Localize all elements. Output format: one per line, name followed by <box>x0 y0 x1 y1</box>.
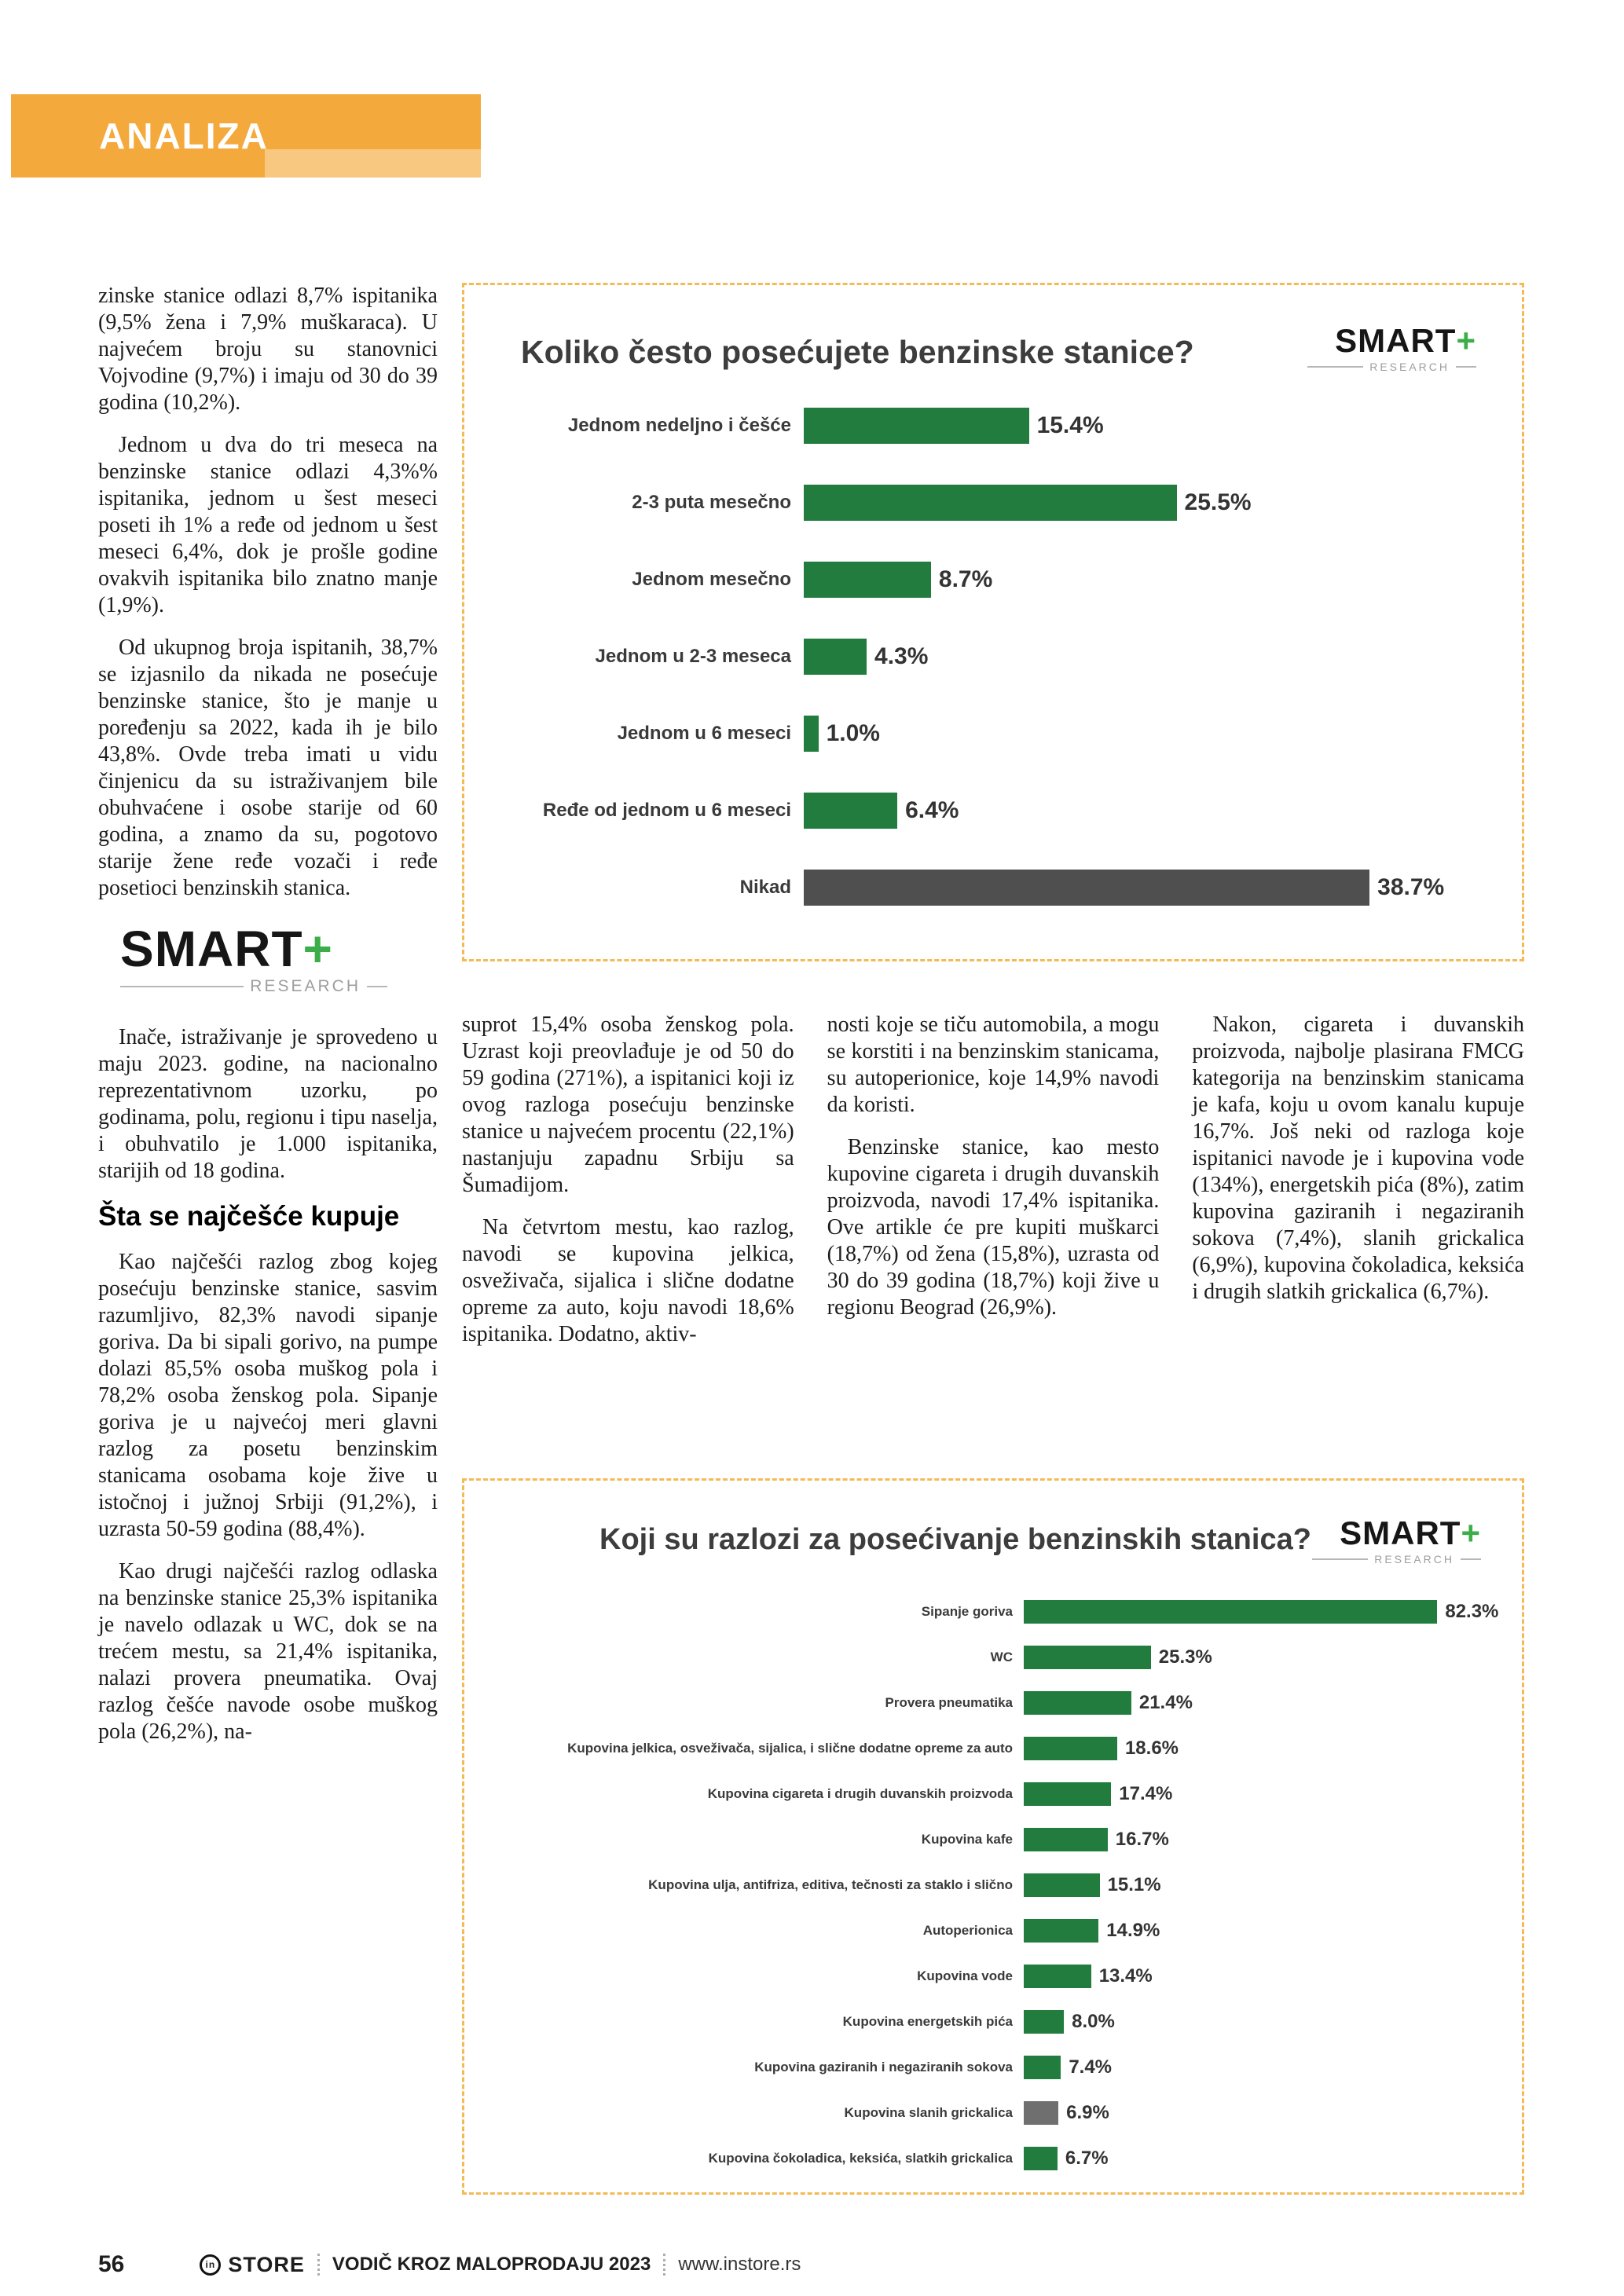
chart-bar-row <box>505 1919 1481 1943</box>
bar-value-label: 7.4% <box>1069 2056 1113 2078</box>
logo-rule-line <box>1456 366 1476 368</box>
bar-value-label: 38.7% <box>1377 874 1445 900</box>
logo-text: SMART <box>1340 1514 1461 1551</box>
smart-research-logo <box>120 921 387 996</box>
paragraph: nosti koje se tiču automobila, a mogu se korstiti i na benzinskim stanicama, su autoperionice, koje 14,9% navodi da koristi. <box>827 1013 1160 1117</box>
paragraph: Kao najčešći razlog zbog kojeg posećuju benzinske stanice, sasvim razumljivo, 82,3% navodi sipanje goriva. Da bi sipali gorivo, na pumpe dolazi 85,5% osoba muškog pola i 78,2% osoba ženskog pola. Sipanje goriva je u najvećoj meri glavni razlog za posetu benzinskim stanicama osobama koje žive u istočnoj i južnoj Srbiji (91,2%), i uzrasta 50-59 godina (88,4%). <box>98 1250 438 1541</box>
logo-rule-line <box>1312 1558 1368 1560</box>
chart-bar-row <box>510 562 1476 598</box>
bar <box>1024 2101 1058 2125</box>
bar-category-label: Jednom u 2-3 meseca <box>595 646 791 667</box>
logo-subtitle <box>1312 1553 1481 1565</box>
bar-track <box>1024 1782 1481 1806</box>
bar-value-label: 16.7% <box>1115 1829 1169 1850</box>
logo-subtitle <box>1307 361 1476 373</box>
logo-rule-line <box>1461 1558 1481 1560</box>
bar-track <box>1024 1691 1481 1715</box>
bar-category-label: Kupovina ulja, antifriza, editiva, tečnosti za staklo i slično <box>648 1877 1013 1892</box>
chart-bar-row <box>505 2056 1481 2079</box>
bar-value-label: 25.3% <box>1158 1646 1212 1668</box>
chart-title: Koliko često posećujete benzinske stanice? <box>521 334 1194 370</box>
bar-value-label: 13.4% <box>1098 1965 1153 1987</box>
brand-label: STORE <box>228 2252 305 2276</box>
bar-track <box>804 485 1476 521</box>
logo-rule-line <box>367 986 387 987</box>
chart-bar-row <box>510 485 1476 521</box>
logo-rule-line <box>1307 366 1363 368</box>
bar-category-label: Kupovina jelkica, osveživača, sijalica, i slične dodatne opreme za auto <box>567 1741 1013 1756</box>
bar-value-label: 14.9% <box>1106 1920 1160 1941</box>
section-title: ANALIZA <box>99 115 269 156</box>
bar-track <box>1024 2010 1481 2034</box>
bar-track <box>1024 1828 1481 1851</box>
logo-text: SMART <box>1335 322 1457 359</box>
chart-bar-row <box>510 716 1476 752</box>
bar-category-label: Jednom u 6 meseci <box>617 723 791 744</box>
bar <box>1024 1919 1098 1943</box>
bar-category-label: Kupovina čokoladica, keksića, slatkih grickalica <box>708 2151 1013 2166</box>
bar <box>1024 2147 1058 2170</box>
chart-bar-row <box>510 870 1476 906</box>
smart-research-logo <box>1307 324 1476 373</box>
bar <box>1024 2056 1061 2079</box>
bar-track <box>804 870 1476 906</box>
bar-track <box>804 639 1476 675</box>
logo-research-text: RESEARCH <box>250 977 361 995</box>
bar-category-label: Kupovina energetskih pića <box>842 2014 1013 2029</box>
bar-track <box>1024 1919 1481 1943</box>
chart-bar-row <box>510 408 1476 444</box>
bar <box>804 485 1177 521</box>
article-column-2 <box>462 1012 794 1364</box>
bar-value-label: 8.0% <box>1072 2011 1115 2032</box>
bar-category-label: WC <box>990 1650 1013 1664</box>
bar-category-label: Nikad <box>739 877 791 898</box>
smart-logo-wordmark <box>1307 324 1476 357</box>
bar-value-label: 4.3% <box>874 643 929 669</box>
bar-track <box>1024 1600 1499 1624</box>
bar-category-label: 2-3 puta mesečno <box>632 492 791 513</box>
paragraph: Inače, istraživanje je sprovedeno u maju 2023. godine, na nacionalno reprezentativnom uzorku, po godinama, polu, regionu i tipu naselja, i obuhvatilo je 1.000 ispitanika, starijih od 18 godina. <box>98 1025 438 1183</box>
smart-logo-wordmark <box>120 921 387 977</box>
bar <box>1024 1873 1100 1897</box>
paragraph: zinske stanice odlazi 8,7% ispitanika (9,5% žena i 7,9% muškaraca). U najvećem broju su stanovnici Vojvodine (9,7%) i imaju od 30 do 39 godina (10,2%). <box>98 284 438 415</box>
bar-value-label: 17.4% <box>1119 1783 1173 1804</box>
paragraph: Nakon, cigareta i duvanskih proizvoda, najbolje plasirana FMCG kategorija na benzinskim stanicama je kafa, koju u ovom kanalu kupuje 16,7%. Još neki od razloga koje ispitanici navode je i kupovina vode (134%), energetskih pića (8%), zatim kupovina gaziranih i negaziranih sokova (7,4%), slanih grickalica (6,9%), kupovina čokoladica, keksića i drugih slatkih grickalica (6,7%). <box>1192 1013 1525 1304</box>
bar-track <box>1024 1873 1481 1897</box>
logo-research-text: RESEARCH <box>1369 361 1450 373</box>
bar-value-label: 6.4% <box>905 797 959 823</box>
bar-value-label: 6.9% <box>1066 2102 1109 2123</box>
chart-bar-row <box>505 1965 1481 1988</box>
bar-value-label: 15.4% <box>1036 412 1104 438</box>
chart-header <box>510 321 1476 373</box>
bar-value-label: 15.1% <box>1107 1874 1161 1895</box>
chart-bar-row <box>505 2010 1481 2034</box>
page-footer <box>98 2251 801 2278</box>
bar <box>804 408 1029 444</box>
chart-header <box>505 1514 1481 1565</box>
bar <box>804 870 1369 906</box>
bar-track <box>1024 2147 1481 2170</box>
bar-category-label: Kupovina vode <box>917 1968 1013 1983</box>
bar-track <box>1024 1965 1481 1988</box>
bar-category-label: Kupovina cigareta i drugih duvanskih proizvoda <box>707 1786 1013 1801</box>
footer-divider <box>663 2254 665 2276</box>
bar-value-label: 8.7% <box>938 566 993 592</box>
chart-bar-row <box>505 2147 1481 2170</box>
bar <box>1024 1600 1437 1624</box>
bar <box>1024 1646 1151 1669</box>
header-band-highlight <box>265 149 481 178</box>
logo-research-text: RESEARCH <box>1374 1553 1454 1565</box>
bar-track <box>804 408 1476 444</box>
bar-category-label: Kupovina slanih grickalica <box>844 2105 1013 2120</box>
paragraph: Jednom u dva do tri meseca na benzinske stanice odlazi 4,3%% ispitanika, jednom u šest meseci poseti ih 1% a ređe od jednom u šest meseci 6,4%, dok je prošle godine ovakvih ispitanika bilo znatno manje (1,9%). <box>98 433 438 617</box>
bar-track <box>1024 2101 1481 2125</box>
chart-bar-row <box>505 1828 1481 1851</box>
chart-bars <box>510 408 1476 906</box>
bar-category-label: Ređe od jednom u 6 meseci <box>542 800 791 821</box>
instore-logo-icon: in <box>200 2254 221 2276</box>
paragraph: Od ukupnog broja ispitanih, 38,7% se izjasnilo da nikada ne posećuje benzinske stanice, što je manje u poređenju sa 2022, kada ih je bilo 43,8%. Ovde treba imati u vidu činjenicu da su istraživanjem bile obuhvaćene i osobe starije od 60 godina, a znamo da su, pogotovo starije žene ređe vozači i ređe posetioci benzinskih stanica. <box>98 635 438 900</box>
bar-category-label: Autoperionica <box>922 1923 1013 1938</box>
bar <box>1024 1782 1111 1806</box>
bar <box>1024 1691 1131 1715</box>
footer-divider <box>317 2254 320 2276</box>
subsection-heading: Šta se najčešće kupuje <box>98 1201 400 1232</box>
page-number: 56 <box>98 2251 125 2277</box>
bar <box>804 562 931 598</box>
bar-category-label: Jednom mesečno <box>632 569 791 590</box>
bar-category-label: Kupovina gaziranih i negaziranih sokova <box>754 2060 1013 2074</box>
chart-bar-row <box>505 1646 1481 1669</box>
chart-bar-row <box>510 793 1476 829</box>
section-header-band <box>11 94 481 178</box>
chart-bar-row <box>505 1737 1481 1760</box>
chart-bars <box>505 1600 1499 2170</box>
bar <box>1024 1965 1091 1988</box>
bar <box>804 716 819 752</box>
chart-bar-row <box>505 1782 1481 1806</box>
bar-value-label: 25.5% <box>1184 489 1252 515</box>
chart-visit-frequency <box>462 283 1524 961</box>
chart-bar-row <box>505 2101 1481 2125</box>
bar-track <box>804 793 1476 829</box>
bar-category-label: Kupovina kafe <box>921 1832 1013 1847</box>
bar-value-label: 6.7% <box>1065 2148 1109 2169</box>
paragraph: suprot 15,4% osoba ženskog pola. Uzrast koji preovlađuje je od 50 do 59 godina (271%), a ispitanici koji iz ovog razloga posećuju benzinske stanice u najvećem procentu (22,1%) nastanjuju zapadnu Srbiju sa Šumadijom. <box>462 1013 794 1197</box>
smart-research-logo <box>1312 1514 1481 1565</box>
paragraph: Benzinske stanice, kao mesto kupovine cigareta i drugih duvanskih proizvoda, navodi 17,4% ispitanika. Ove artikle će pre kupiti muškarci (18,7%) od žena (15,8%), uzrasta od 30 do 39 godina (18,7%) koji žive u regionu Beograd (26,9%). <box>827 1135 1160 1320</box>
guide-title: VODIČ KROZ MALOPRODAJU 2023 <box>332 2254 651 2275</box>
bar-value-label: 18.6% <box>1124 1738 1179 1759</box>
bar-track <box>1024 2056 1481 2079</box>
bar-category-label: Provera pneumatika <box>885 1695 1013 1710</box>
bar-category-label: Sipanje goriva <box>921 1604 1013 1619</box>
logo-subtitle <box>120 977 387 996</box>
bar <box>1024 1737 1117 1760</box>
logo-rule-line <box>120 986 244 987</box>
bar-track <box>1024 1737 1481 1760</box>
paragraph: Na četvrtom mestu, kao razlog, navodi se kupovina jelkica, osveživača, sijalica i slične dodatne opreme za auto, koju navodi 18,6% ispitanika. Dodatno, aktiv- <box>462 1215 794 1346</box>
plus-icon: + <box>1456 322 1476 359</box>
bar-value-label: 21.4% <box>1138 1692 1193 1713</box>
chart-bar-row <box>505 1600 1499 1624</box>
chart-bar-row <box>505 1691 1481 1715</box>
bar-track <box>804 716 1476 752</box>
instore-brand <box>200 2253 305 2277</box>
paragraph: Kao drugi najčešći razlog odlaska na benzinske stanice 25,3% ispitanika je navelo odlazak u WC, dok se na trećem mestu, sa 21,4% ispitanika, nalazi provera pneumatika. Ovaj razlog češće navode osobe muškog pola (26,2%), na- <box>98 1559 438 1744</box>
article-middle-columns <box>462 1012 1524 1364</box>
bar <box>804 793 897 829</box>
plus-icon: + <box>302 921 333 977</box>
bar-track <box>804 562 1476 598</box>
bar-track <box>1024 1646 1481 1669</box>
bar <box>1024 1828 1108 1851</box>
bar <box>804 639 867 675</box>
website-url: www.instore.rs <box>678 2254 801 2275</box>
bar-category-label: Jednom nedeljno i češće <box>567 415 791 436</box>
bar-value-label: 82.3% <box>1445 1601 1499 1622</box>
chart-visit-reasons <box>462 1478 1524 2195</box>
chart-bar-row <box>505 1873 1481 1897</box>
bar <box>1024 2010 1064 2034</box>
chart-title: Koji su razlozi za posećivanje benzinskih stanica? <box>599 1523 1311 1556</box>
smart-logo-wordmark <box>1312 1514 1481 1551</box>
chart-bar-row <box>510 639 1476 675</box>
article-column-4 <box>1192 1012 1524 1364</box>
article-column-3 <box>827 1012 1160 1364</box>
bar-value-label: 1.0% <box>826 720 880 746</box>
article-column-1 <box>98 283 438 1761</box>
plus-icon: + <box>1461 1514 1481 1551</box>
logo-text: SMART <box>120 921 303 977</box>
